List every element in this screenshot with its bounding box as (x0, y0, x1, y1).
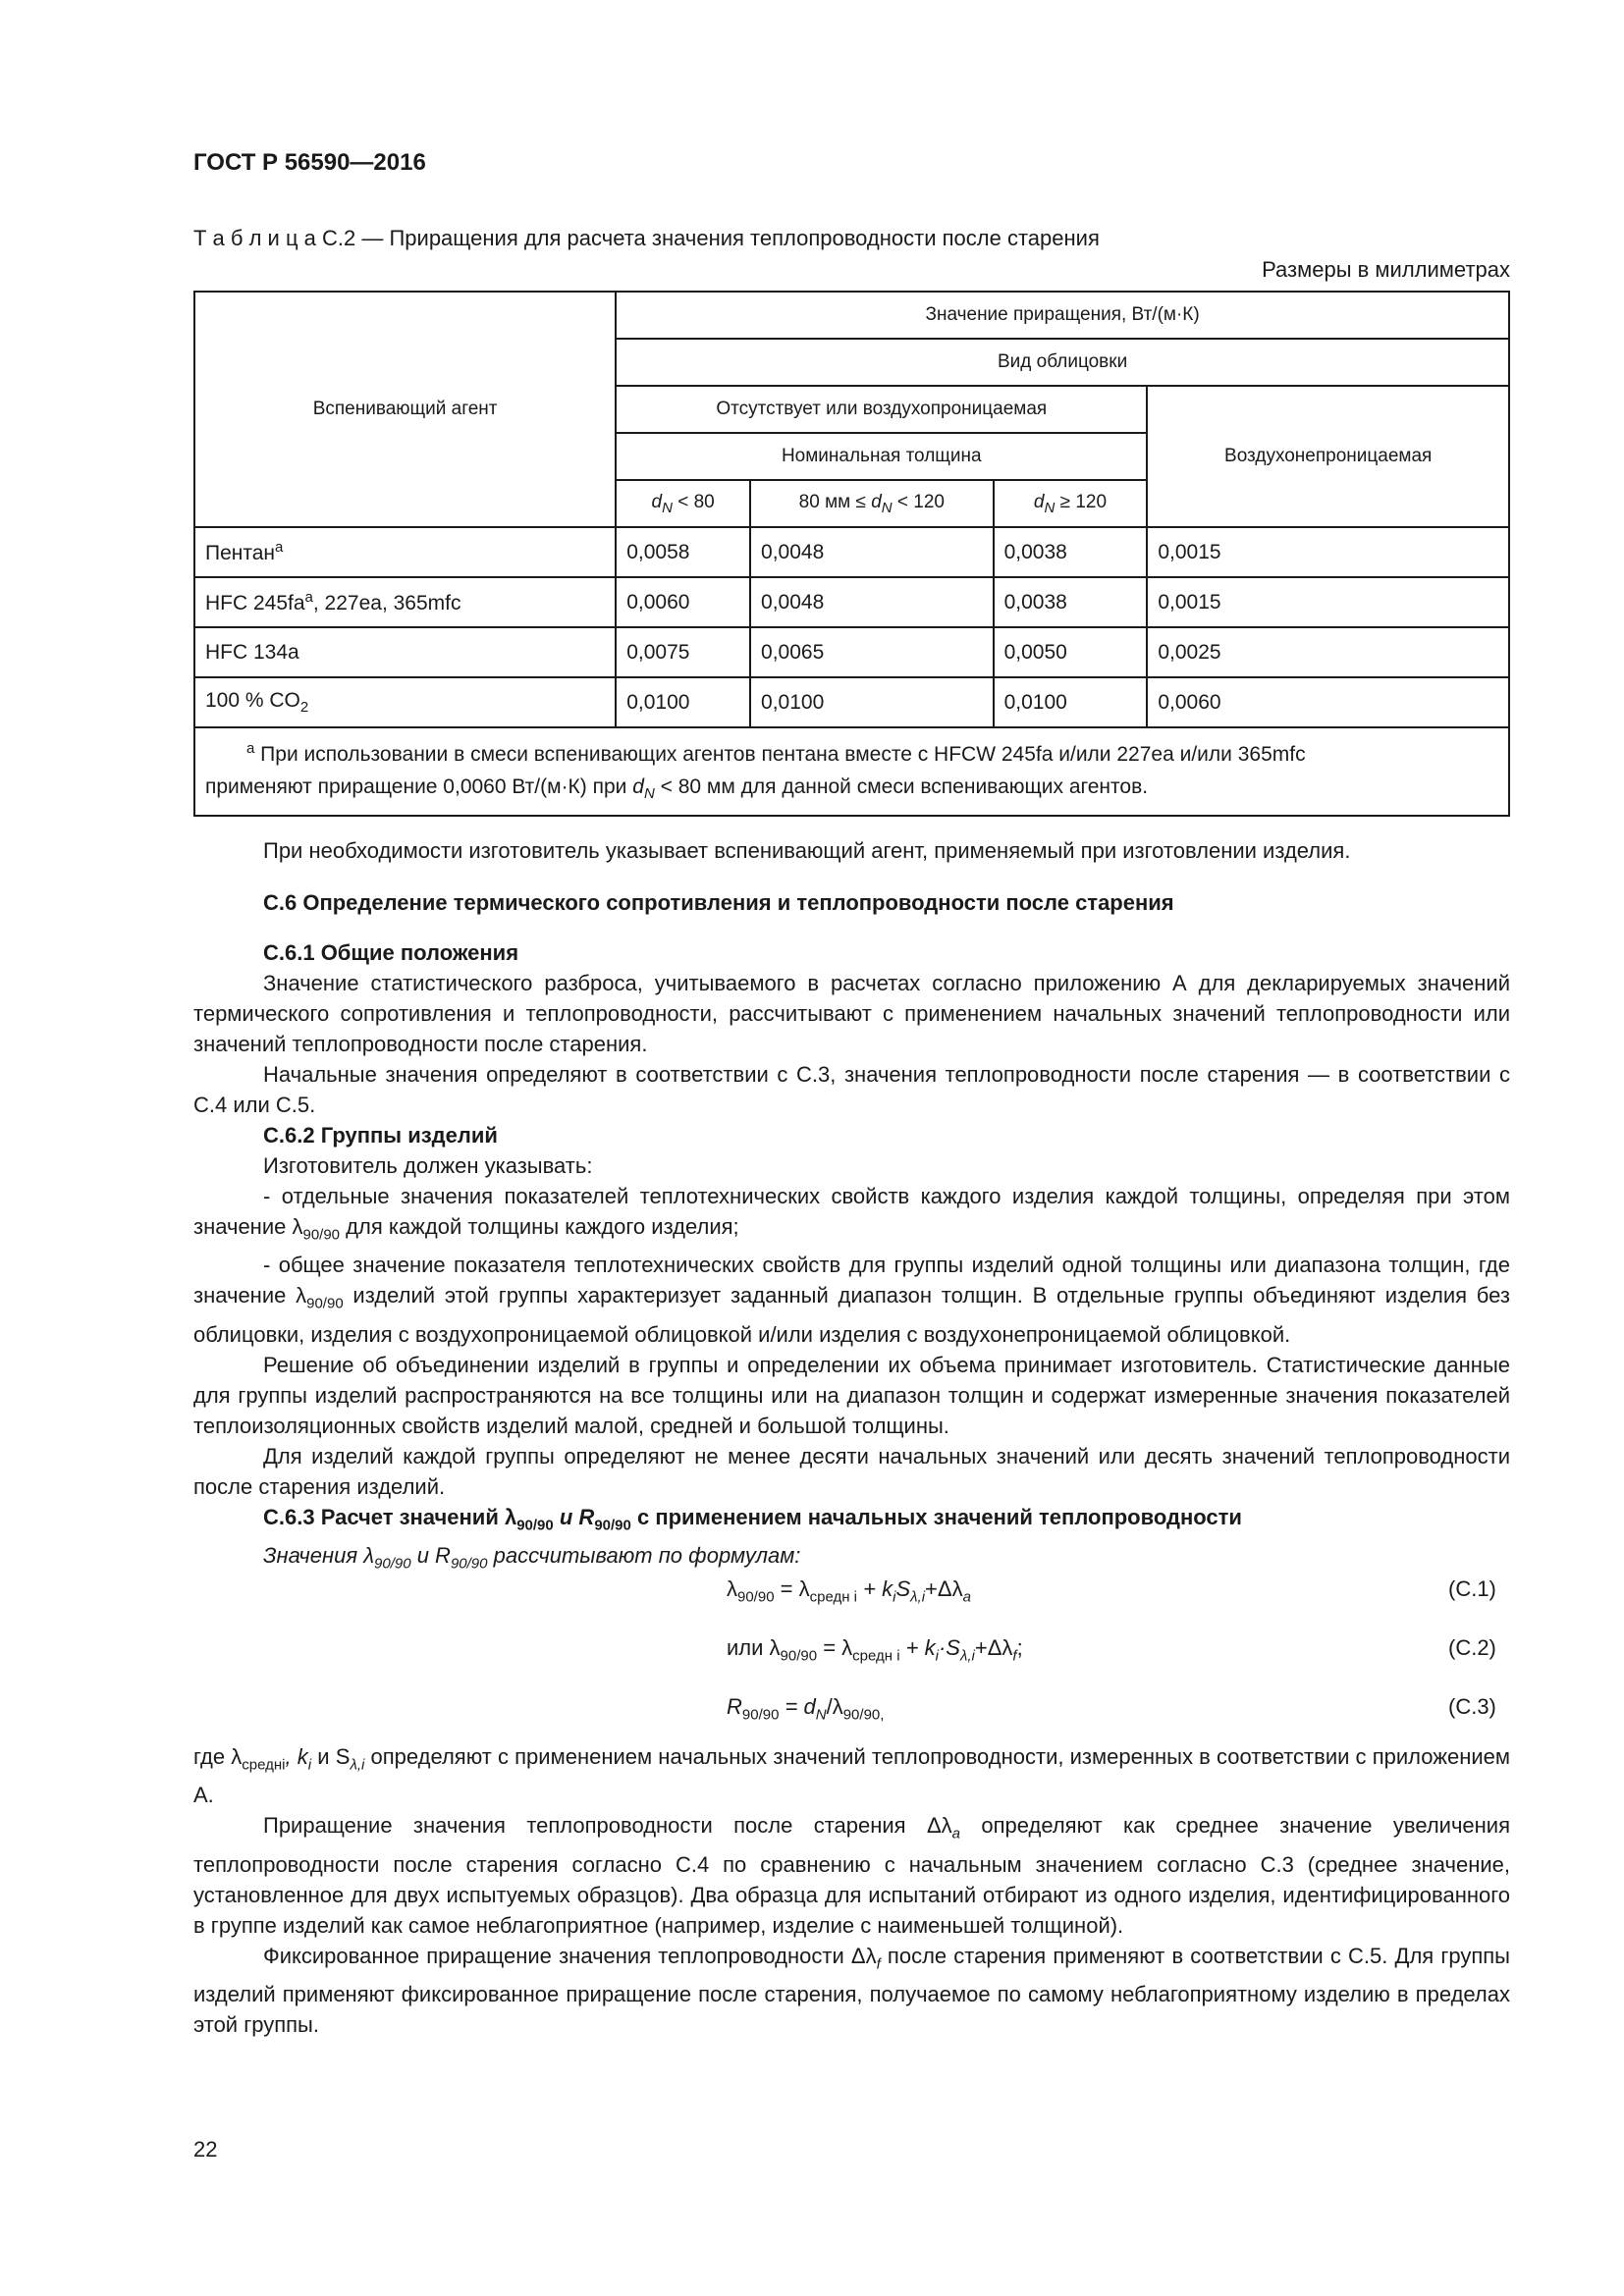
paragraph: Приращение значения теплопроводности после старения $\Delta\lambda_a$ определяют как среднее значение увеличения теплопроводности после старения согласно С.4 по сравнению с начальным значением согласно С.3 (среднее значение, установленное для двух испытуемых образцов). Два образца для испытаний отбирают из одного изделия, идентифицированного в группе изделий как самое неблагоприятное (например, изделие с наименьшей толщиной). (193, 1813, 1510, 1938)
cell-value: 0,0050 (994, 627, 1148, 677)
cell-value: 0,0048 (750, 577, 994, 627)
cell-value: 0,0075 (616, 627, 750, 677)
page-number: 22 (193, 2137, 218, 2162)
header-impermeable: Воздухонепроницаемая (1147, 386, 1509, 527)
section-c6-heading: С.6 Определение термического сопротивления и теплопроводности после старения (263, 890, 1174, 915)
paragraph: - отдельные значения показателей теплотехнических свойств каждого изделия каждой толщины, определяя при этом значение $\lambda_{90/90}$ для каждой толщины каждого изделия; (193, 1184, 1510, 1244)
row-agent: HFC $245fa^a$, 227ea, 365mfc (194, 577, 616, 627)
table-row (194, 677, 1509, 727)
header-absent: Отсутствует или воздухопроницаемая (616, 386, 1147, 433)
cell-value: 0,0025 (1147, 627, 1509, 677)
paragraph: - общее значение показателя теплотехнических свойств для группы изделий одной толщины или диапазона толщин, где значение $\lambda_{90/90}$ изделий этой группы характеризует заданный диапазон толщин. В отдельные группы объединяют изделия без облицовки, изделия с воздухопроницаемой облицовкой и/или изделия с воздухонепроницаемой облицовкой. (193, 1253, 1510, 1347)
paragraph: Значения $\lambda_{90/90}$ и $R_{90/90}$ рассчитывают по формулам: (263, 1543, 801, 1573)
table-row (194, 577, 1509, 627)
equation-number-c1: (C.1) (1448, 1576, 1496, 1601)
cell-value: 0,0100 (994, 677, 1148, 727)
cell-value: 0,0015 (1147, 577, 1509, 627)
paragraph: Для изделий каждой группы определяют не менее десяти начальных значений или десять значений теплопроводности после старения изделий. (193, 1443, 1510, 1499)
header-increment: Значение приращения, Вт/(м·К) (616, 292, 1509, 339)
paragraph: Изготовитель должен указывать: (263, 1153, 593, 1178)
table-row (194, 627, 1509, 677)
header-nominal: Номинальная толщина (616, 433, 1147, 480)
document-code: ГОСТ Р 56590—2016 (193, 149, 426, 176)
row-agent: HFC 134a (194, 627, 616, 677)
paragraph-agent-note: При необходимости изготовитель указывает вспенивающий агент, применяемый при изготовлении изделия. (263, 838, 1351, 863)
paragraph: Начальные значения определяют в соответствии с С.3, значения теплопроводности после старения — в соответствии с С.4 или С.5. (193, 1062, 1510, 1117)
section-c61 (193, 937, 1510, 1579)
cell-value: 0,0060 (1147, 677, 1509, 727)
cell-value: 0,0060 (616, 577, 750, 627)
header-agent: Вспенивающий агент (194, 292, 616, 527)
cell-value: 0,0048 (750, 527, 994, 577)
row-agent: 100 % $CO_2$ (194, 677, 616, 727)
cell-value: 0,0100 (750, 677, 994, 727)
paragraph: Значение статистического разброса, учитываемого в расчетах согласно приложению А для декларируемых значений термического сопротивления и теплопроводности, рассчитывают с применением начальных значений теплопроводности или значений теплопроводности после старения. (193, 971, 1510, 1056)
formula-c1: $\lambda_{90/90} = \lambda_{средн i} + k_iS_{\lambda,i}+\Delta\lambda_a$ (727, 1576, 971, 1606)
header-col-thick: $d_N \ge 120$ (994, 480, 1148, 527)
table-row (194, 527, 1509, 577)
cell-value: 0,0038 (994, 527, 1148, 577)
cell-value: 0,0065 (750, 627, 994, 677)
header-col-thin: $d_N < 80$ (616, 480, 750, 527)
formula-c2: или $\lambda_{90/90} = \lambda_{средн i} + k_i\cdot S_{\lambda,i}+\Delta\lambda_f$; (727, 1635, 1023, 1665)
section-c62-heading: С.6.2 Группы изделий (263, 1123, 498, 1148)
section-c63-heading: С.6.3 Расчет значений $\lambda_{90/90}$ и $R_{90/90}$ с применением начальных значений теплопроводности (263, 1504, 1242, 1534)
increment-table (193, 291, 1510, 817)
equation-number-c2: (C.2) (1448, 1635, 1496, 1660)
cell-value: 0,0058 (616, 527, 750, 577)
paragraph: Фиксированное приращение значения теплопроводности $\Delta\lambda_f$ после старения применяют в соответствии с С.5. Для группы изделий применяют фиксированное приращение после старения, получаемое по самому неблагоприятному изделию в пределах этой группы. (193, 1943, 1510, 2038)
header-col-mid: 80 мм ≤ $d_N < 120$ (750, 480, 994, 527)
table-units: Размеры в миллиметрах (1262, 257, 1510, 282)
table-caption: Т а б л и ц а С.2 — Приращения для расчета значения теплопроводности после старения (193, 226, 1100, 250)
paragraph: где $\lambda_{средні}$, $k_i$ и $S_{\lambda,i}$ определяют с применением начальных значений теплопроводности, измеренных в соответствии с приложением А. (193, 1744, 1510, 1808)
section-c63-body (193, 1741, 1510, 2040)
formula-c3: $R_{90/90} = d_N/\lambda_{90/90,}$ (727, 1694, 885, 1724)
header-facing: Вид облицовки (616, 339, 1509, 386)
table-footnote: $^a$ При использовании в смеси вспенивающих агентов пентана вместе с HFCW 245fa и/или 227ea и/или 365mfc применяют приращение 0,0060 Вт/(м·К) при $d_N < 80$ мм для данной смеси вспенивающих агентов. (194, 727, 1509, 816)
cell-value: 0,0100 (616, 677, 750, 727)
paragraph: Решение об объединении изделий в группы и определении их объема принимает изготовитель. Статистические данные для группы изделий распространяются на все толщины или на диапазон толщин и содержат измеренные значения показателей теплоизоляционных свойств изделий малой, средней и большой толщины. (193, 1352, 1510, 1438)
cell-value: 0,0038 (994, 577, 1148, 627)
equation-number-c3: (C.3) (1448, 1694, 1496, 1719)
cell-value: 0,0015 (1147, 527, 1509, 577)
row-agent: Пентан$^a$ (194, 527, 616, 577)
section-c61-heading: С.6.1 Общие положения (263, 940, 519, 965)
